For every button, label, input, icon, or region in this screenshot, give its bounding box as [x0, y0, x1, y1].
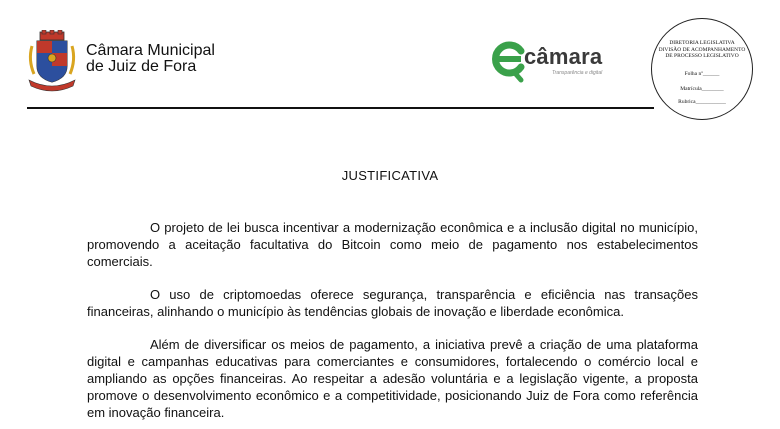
document-heading: JUSTIFICATIVA [341, 168, 439, 183]
institution-name-line1: Câmara Municipal [86, 42, 215, 59]
justification-paragraph-3: Além de diversificar os meios de pagamento, a iniciativa prevê a criação de uma plataforma digital e campanhas educativas para comerciantes e consumidores, fortalecendo o comércio local e ampliando as opções financeiras. Ao respeitar a adesão voluntária e a legislação vigente, a proposta promove o desenvolvimento econômico e a competitividade, posicionando Juiz de Fora como referência em inovação financeira. [87, 337, 698, 420]
justification-paragraph-2: O uso de criptomoedas oferece segurança, transparência e eficiência nas transações financeiras, alinhando o município às tendências globais de inovação e liberdade econômica. [87, 287, 698, 319]
stamp-line2: DIVISÃO DE ACOMPANHAMENTO [658, 46, 746, 53]
header-divider [27, 107, 654, 109]
ecamara-logo-text: câmara [524, 44, 603, 69]
legislative-stamp [651, 18, 753, 120]
stamp-matricula: Matrícula________ [680, 86, 724, 92]
ecamara-logo-tagline: Transparência e digital [552, 70, 603, 76]
stamp-folha: Folha nº______ [684, 71, 720, 77]
stamp-rubrica: Rubrica___________ [678, 99, 726, 105]
stamp-line3: DE PROCESSO LEGISLATIVO [665, 53, 739, 59]
institution-name-line2: de Juiz de Fora [86, 58, 197, 75]
institution-name [86, 43, 215, 75]
coat-of-arms-logo [26, 30, 78, 92]
justification-paragraph-1: O projeto de lei busca incentivar a modernização econômica e a inclusão digital no município, promovendo a aceitação facultativa do Bitcoin como meio de pagamento nos estabelecimentos comerciais. [87, 220, 698, 269]
ecamara-logo [490, 34, 620, 84]
stamp-line1: DIRETORIA LEGISLATIVA [669, 40, 735, 46]
